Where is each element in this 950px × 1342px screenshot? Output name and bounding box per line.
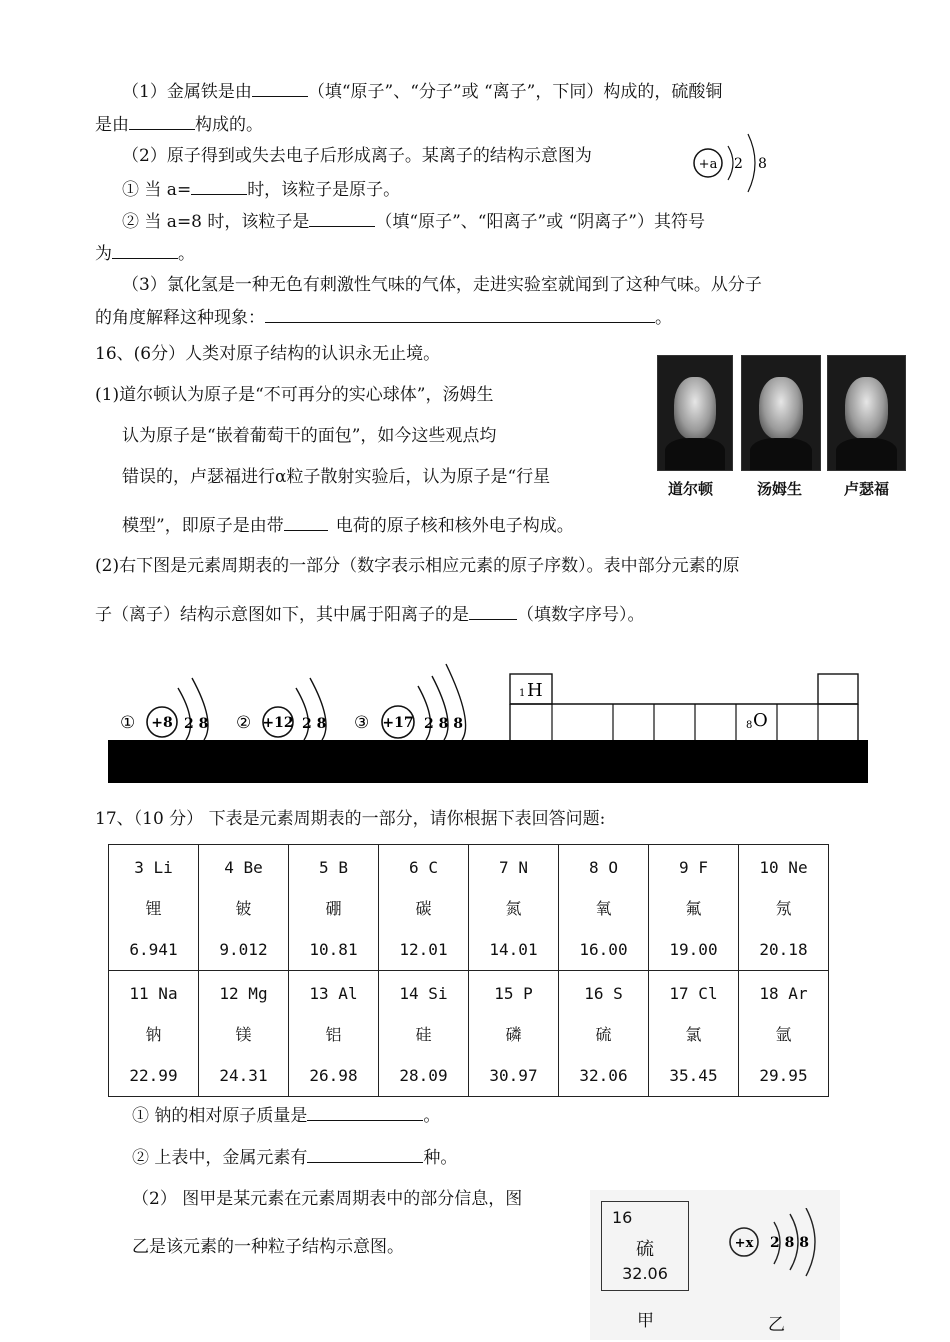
pt-h-number: 1 bbox=[519, 688, 526, 699]
q15-part2-sub2-line2 bbox=[95, 242, 195, 265]
yi-shell-counts: 2 8 8 bbox=[770, 1235, 809, 1251]
ion-structure-diagram bbox=[686, 128, 786, 196]
table-row bbox=[109, 971, 829, 1097]
periodic-table-grid bbox=[108, 844, 829, 1097]
q15-part2-sub1 bbox=[122, 178, 400, 201]
jia-atomic-mass: 32.06 bbox=[622, 1264, 668, 1283]
q16-title: 16、(6分）人类对原子结构的认识永无止境。 bbox=[95, 344, 441, 364]
q15-p1-text-c: 是由 bbox=[95, 115, 129, 135]
diagram-2-nucleus-charge: +12 bbox=[262, 715, 294, 731]
pt-cell-he bbox=[818, 674, 858, 704]
answer-blank-metal-count[interactable] bbox=[307, 1146, 423, 1163]
shell-arc-1 bbox=[728, 146, 733, 180]
element-cell: 14 Si 硅 28.09 bbox=[379, 971, 469, 1097]
q17-sub2 bbox=[132, 1146, 457, 1169]
q15-p2-2-text-a: ② 当 a=8 时，该粒子是 bbox=[122, 212, 310, 232]
element-cell: 3 Li 锂 6.941 bbox=[109, 845, 199, 971]
atom-diagrams-figure bbox=[108, 648, 870, 784]
pt-h-symbol: H bbox=[527, 680, 543, 701]
q16-p1-line1: (1)道尔顿认为原子是“不可再分的实心球体”，汤姆生 bbox=[95, 385, 494, 405]
q16-p1-line4 bbox=[122, 514, 574, 537]
ion-nucleus-charge: +a bbox=[698, 157, 718, 172]
q16-p2-text-b2: （填数字序号）。 bbox=[517, 605, 645, 625]
pt-o-number: 8 bbox=[746, 720, 753, 731]
ion-shell-2-count: 8 bbox=[758, 156, 767, 172]
shell-arc-2 bbox=[748, 134, 755, 192]
q17-sub1-text-a: ① 钠的相对原子质量是 bbox=[132, 1106, 308, 1126]
q16-p2-text-b1: 子（离子）结构示意图如下，其中属于阳离子的是 bbox=[95, 605, 469, 625]
diagram-3-nucleus-charge: +17 bbox=[382, 715, 414, 731]
q15-p2-2-text-c: 为 bbox=[95, 244, 112, 264]
q15-part1-line1 bbox=[122, 80, 722, 103]
caption-dalton: 道尔顿 bbox=[668, 480, 714, 498]
ion-shell-1-count: 2 bbox=[734, 156, 743, 172]
q15-part2-sub2 bbox=[122, 210, 705, 233]
q15-p1-text-a: （1）金属铁是由 bbox=[122, 82, 252, 102]
yi-nucleus-charge: +x bbox=[734, 1236, 754, 1251]
diagram-2-shells: 2 8 bbox=[302, 716, 327, 732]
q17-sub2-text-a: ② 上表中，金属元素有 bbox=[132, 1148, 308, 1168]
portrait-dalton bbox=[657, 355, 733, 471]
diagram-1-nucleus-charge: +8 bbox=[151, 715, 173, 731]
element-cell: 18 Ar 氩 29.95 bbox=[739, 971, 829, 1097]
answer-blank-symbol[interactable] bbox=[112, 242, 178, 259]
jia-atomic-number: 16 bbox=[612, 1208, 633, 1227]
answer-blank-copper-sulfate[interactable] bbox=[129, 113, 195, 130]
particle-structure-yi bbox=[720, 1208, 830, 1278]
q16-p2-line2 bbox=[95, 603, 645, 626]
label-jia: 甲 bbox=[637, 1311, 654, 1331]
q17-sub2-text-b: 种。 bbox=[423, 1148, 458, 1168]
q15-p3-text-b: 的角度解释这种现象： bbox=[95, 308, 265, 328]
jia-element-name: 硫 bbox=[636, 1239, 654, 1260]
q15-p2-1-text-a: ① 当 a= bbox=[122, 180, 192, 200]
q16-p1-text-d2: 电荷的原子核和核外电子构成。 bbox=[335, 516, 574, 536]
answer-blank-charge[interactable] bbox=[284, 514, 328, 531]
caption-thomson: 汤姆生 bbox=[757, 480, 803, 498]
q15-p1-text-d: 构成的。 bbox=[195, 115, 263, 135]
diagram-2-label: ② bbox=[236, 713, 252, 733]
answer-blank-explanation[interactable] bbox=[265, 306, 655, 323]
q16-p1-line2: 认为原子是“嵌着葡萄干的面包”，如今这些观点均 bbox=[122, 426, 497, 446]
element-cell: 6 C 碳 12.01 bbox=[379, 845, 469, 971]
element-cell: 10 Ne 氖 20.18 bbox=[739, 845, 829, 971]
portrait-thomson bbox=[741, 355, 821, 471]
element-cell: 13 Al 铝 26.98 bbox=[289, 971, 379, 1097]
table-row bbox=[109, 845, 829, 971]
element-box-jia bbox=[601, 1201, 689, 1291]
q15-part2-line: （2）原子得到或失去电子后形成离子。某离子的结构示意图为 bbox=[122, 146, 592, 166]
element-cell: 16 S 硫 32.06 bbox=[559, 971, 649, 1097]
element-cell: 7 N 氮 14.01 bbox=[469, 845, 559, 971]
element-cell: 9 F 氟 19.00 bbox=[649, 845, 739, 971]
answer-blank-cation[interactable] bbox=[469, 603, 517, 620]
black-redaction-band bbox=[108, 740, 868, 783]
element-cell: 15 P 磷 30.97 bbox=[469, 971, 559, 1097]
q15-p2-2-text-b: （填“原子”、“阳离子”或 “阴离子”）其符号 bbox=[375, 212, 705, 232]
q15-p3-text-c: 。 bbox=[655, 308, 672, 328]
answer-blank-sodium-mass[interactable] bbox=[307, 1104, 423, 1121]
q15-p1-text-b: （填“原子”、“分子”或 “离子”，下同）构成的，硫酸铜 bbox=[307, 82, 723, 102]
q15-part1-line2 bbox=[95, 113, 263, 136]
q16-p1-text-d1: 模型”，即原子是由带 bbox=[122, 516, 284, 536]
portrait-rutherford bbox=[827, 355, 906, 471]
diagram-3-shells: 2 8 8 bbox=[424, 716, 463, 732]
q17-sub1 bbox=[132, 1104, 440, 1127]
caption-rutherford: 卢瑟福 bbox=[844, 480, 890, 498]
q17-sub1-text-b: 。 bbox=[423, 1106, 441, 1126]
q15-part3-line2 bbox=[95, 306, 672, 329]
diagram-1-label: ① bbox=[120, 713, 136, 733]
q17-part2-line1: （2） 图甲是某元素在元素周期表中的部分信息，图 bbox=[132, 1189, 523, 1209]
element-cell: 17 Cl 氯 35.45 bbox=[649, 971, 739, 1097]
element-cell: 12 Mg 镁 24.31 bbox=[199, 971, 289, 1097]
element-cell: 8 O 氧 16.00 bbox=[559, 845, 649, 971]
q15-part3-line1: （3）氯化氢是一种无色有刺激性气味的气体，走进实验室就闻到了这种气味。从分子 bbox=[122, 275, 762, 295]
element-cell: 4 Be 铍 9.012 bbox=[199, 845, 289, 971]
diagram-3-label: ③ bbox=[354, 713, 370, 733]
answer-blank-iron[interactable] bbox=[252, 80, 308, 97]
q15-p2-2-text-d: 。 bbox=[178, 244, 195, 264]
q16-p1-line3: 错误的，卢瑟福进行α粒子散射实验后，认为原子是“行星 bbox=[122, 467, 551, 487]
answer-blank-particle-type[interactable] bbox=[309, 210, 375, 227]
q17-title: 17、（10 分） 下表是元素周期表的一部分，请你根据下表回答问题: bbox=[95, 809, 606, 829]
pt-o-symbol: O bbox=[753, 710, 768, 731]
element-cell: 11 Na 钠 22.99 bbox=[109, 971, 199, 1097]
answer-blank-a-value[interactable] bbox=[191, 178, 247, 195]
element-cell: 5 B 硼 10.81 bbox=[289, 845, 379, 971]
q17-part2-line2: 乙是该元素的一种粒子结构示意图。 bbox=[132, 1237, 404, 1257]
q15-p2-1-text-b: 时，该粒子是原子。 bbox=[247, 180, 401, 200]
q16-p2-line1: (2)右下图是元素周期表的一部分（数字表示相应元素的原子序数）。表中部分元素的原 bbox=[95, 556, 740, 576]
label-yi: 乙 bbox=[768, 1315, 785, 1335]
diagram-1-shells: 2 8 bbox=[184, 716, 209, 732]
